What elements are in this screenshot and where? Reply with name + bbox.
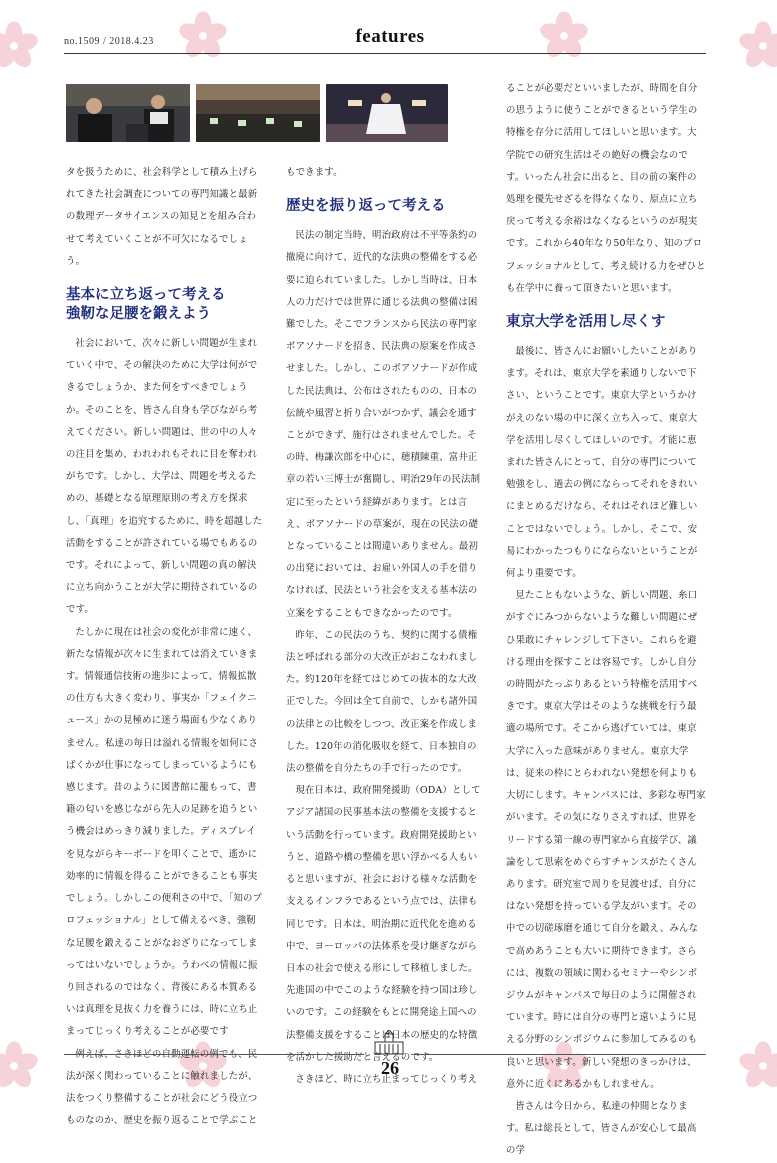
heading-line: 強靭な足腰を鍛えよう [66, 305, 211, 323]
paragraph: 現在日本は、政府開発援助（ODA）としてアジア諸国の民事基本法の整備を支援するという活動を行っています。政府開発援助というと、道路や橋の整備を思い浮かべる人もいると思いますが、社会における様々な活動を支えるインフラであるという点では、法律も同じです。日本は、明治期に近代化を進める中で、ヨーロッパの法体系を受け継ぎながら日本の社会で使える形にして移植しました。先進国の中でこのような経験を持つ国は珍しいのです。この経験をもとに開発途上国への法整備支援をすることは日本の歴史的な特徴を活かした援助だと言えるのです。 [286, 785, 481, 1063]
cherry-blossom-icon [735, 18, 777, 74]
cherry-blossom-icon [536, 8, 592, 64]
paragraph: 例えば、さきほどの自動運転の例でも、民法が深く関わっていることに触れましたが、法をつくり整備することが社会にどう役立つものなのか、歴史を振り返ることで学ぶこと [66, 1048, 258, 1127]
ceremony-photo-performer [326, 84, 448, 142]
section-heading [66, 285, 264, 323]
paragraph: 見たこともないような、新しい問題、糸口がすぐにみつからないような難しい問題にぜひ果敢にチャレンジして下さい。これらを避ける理由を探すことは容易です。しかし自分の時間がたっぷりあるという特権を活用すべきです。東京大学はそのような挑戦を行う最適の場所です。そこから逃げていては、東京大学に入った意味がありません。東京大学は、従来の枠にとらわれない発想を何よりも大切にします。キャンパスには、多彩な専門家がいます。その気になりさえすれば、世界をリードする第一線の専門家から直接学び、議論をして思索をめぐらすチャンスがたくさんあります。研究室で周りを見渡せば、自分にはない発想を持っている学友がいます。その中での切磋琢磨を通じて自分を鍛え、みんなで高めあうことも大いに期待できます。さらには、複数の領域に関わるセミナーやシンポジウムがキャンパスで毎日のように開催されています。時には自分の専門と遠いように見える分野のシンポジウムに参加してみるのも良いと思います。新しい発想のきっかけは、意外に近くにあるかもしれません。 [506, 590, 706, 1090]
footer-divider-right [414, 1054, 706, 1055]
ceremony-photo-speaker [66, 84, 190, 142]
paragraph: 昨年、この民法のうち、契約に関する債権法と呼ばれる部分の大改正がおこなわれました。約120年を経てはじめての抜本的な大改正でした。今回は全て自前で、しかも諸外国の法律との比較をしつつ、改正案を作成しました。120年の消化吸収を経て、日本独自の法の整備を自分たちの手で行ったのです。 [286, 629, 478, 775]
cherry-blossom-icon [175, 8, 231, 64]
article-column-2 [286, 162, 484, 1091]
heading-line: 基本に立ち返って考える [66, 286, 226, 304]
cherry-blossom-icon [735, 1038, 777, 1094]
paragraph: 最後に、皆さんにお願いしたいことがあります。それは、東京大学を素通りしないで下さい、ということです。東京大学というかけがえのない場の中に深く立ち入って、東京大学を活用し尽くしてほしいのです。才能に恵まれた皆さんにとって、自分の専門について勉強をし、過去の例にならってそれをきれいにまとめるだけなら、それはそれほど難しいことではないでしょう。しかし、そこで、安易にわかったつもりにならないということが何より重要です。 [506, 346, 698, 580]
section-heading: 東京大学を活用し尽くす [506, 313, 666, 331]
footer-divider-left [64, 1054, 364, 1055]
page-number: 26 [381, 1058, 399, 1078]
yasuda-auditorium-icon [371, 1030, 407, 1056]
paragraph: もできます。 [286, 167, 343, 178]
section-heading: 歴史を振り返って考える [286, 197, 446, 215]
cherry-blossom-icon [0, 1038, 42, 1094]
paragraph: タを扱うために、社会科学として積み上げられてきた社会調査についての専門知識と最新の数理データサイエンスの知見とを組み合わせて考えていくことが不可欠になるでしょう。 [66, 167, 258, 267]
paragraph: さきほど、時に立ち止まってじっくり考え [295, 1073, 478, 1085]
article-column-3 [506, 78, 706, 1163]
header-divider [64, 53, 706, 54]
paragraph: ることが必要だといいましたが、時間を自分の思うように使うことができるという学生の特権を存分に活用してほしいと思います。大学院での研究生活はその絶好の機会なのです。いったん社会に出ると、目の前の案件の処理を優先せざるを得なくなり、原点に立ち戻って考える余裕はなくなるというのが現実です。これから40年なり50年なり、知のプロフェッショナルとして、考え続ける力をぜひとも在学中に養って頂きたいと思います。 [506, 83, 706, 294]
issue-number: no.1509 / 2018.4.23 [64, 36, 154, 47]
paragraph: 皆さんは今日から、私達の仲間となります。私は総長として、皆さんが安心して最高の学 [506, 1100, 697, 1157]
paragraph: 民法の制定当時、明治政府は不平等条約の撤廃に向けて、近代的な法典の整備をする必要に迫られていました。しかし当時は、日本人の力だけでは世界に通じる法典の整備は困難でした。そこでフランスから民法の専門家ボアソナードを招き、民法典の原案を作成させました。しかし、このボアソナードが作成した民法典は、公布はされたものの、日本の伝統や風習と折り合いがつかず、議会を通すことができず、施行はされませんでした。その時、梅謙次郎を中心に、穂積陳重、富井正章の若い三博士が奮闘し、明治29年の民法制定に至ったという経緯があります。とは言え、ボアソナードの草案が、現在の民法の礎となっていることは間違いありません。最初の出発においては、お雇い外国人の手を借りなければ、民法という社会を支える基本法の立案をすることもできなかったのです。 [286, 230, 481, 619]
paragraph: 社会において、次々に新しい問題が生まれていく中で、その解決のために大学は何ができるでしょうか、また何をすべきでしょうか。そのことを、皆さん自身も学びながら考えてください。新しい問題は、世の中の人々の注目を集め、われわれもそれに目を奪われがちです。しかし、大学は、問題を考えるための、基礎となる原理原則の考え方を探求し、「真理」を追究するために、時を超越した活動をすることが許されている場でもあるのです。それによって、新しい問題の真の解決に立ち向かうことが大学に期待されているのです。 [66, 338, 263, 616]
ceremony-photo-audience [196, 84, 320, 142]
paragraph: たしかに現在は社会の変化が非常に速く、新たな情報が次々に生まれては消えていきます。情報通信技術の進歩によって、情報拡散の仕方も大きく変わり、事実か「フェイクニュース」かの見極めに迷う場面も少なくありません。私達の毎日は溢れる情報を如何にさばくかが仕事になってしまっているようにも感じます。昔のように図書館に籠もって、書籍の匂いを感じながら先人の足跡を追うという機会はめっきり減りました。ディスプレイを見ながらキーボードを叩くことで、遙かに効率的に情報を得ることができることも事実でしょう。しかしこの便利さの中で、「知のプロフェッショナル」として備えるべき、強靭な足腰を鍛えることがなおざりになってしまってはいないでしょうか。うわべの情報に振り回されるのではなく、背後にある本質あるいは真理を見抜く力を養うには、時に立ち止まってじっくり考えることが必要です [66, 626, 263, 1038]
cherry-blossom-icon [0, 18, 42, 74]
section-title: features [355, 26, 425, 47]
article-column-1 [66, 162, 264, 1132]
